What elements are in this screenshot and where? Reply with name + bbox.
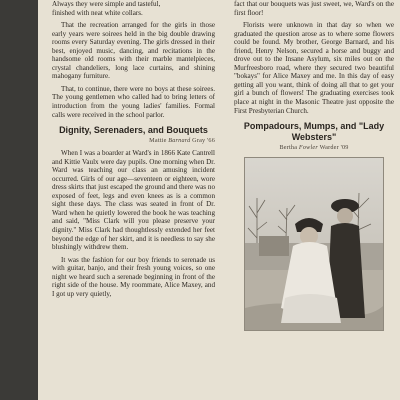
section-byline-warder [234, 144, 394, 152]
continued-text-line: Always they were simple and tasteful, [52, 0, 161, 8]
paragraph-soirees: That the recreation arranged for the girls in those early years were soirees held in the big double drawing rooms every Saturday evening. The girls dressed in their best, enjoyed music, dancing, and recitations in the handsome old rooms with their marble mantelpieces, crystal chandeliers, long lace curtains, and shining mahogany furniture. [52, 21, 215, 81]
byline-last-name: Warder '09 [319, 144, 349, 152]
paragraph-florists: Florists were unknown in that day so when we graduated the question arose as to where some flowers could be found. My brother, George Barnard, and his friend, Henry Nelson, secured a horse and buggy and drove out to the Insane Asylum, six miles out on the Murfreesboro road, where they secured two beautiful "bokays" for Alice Maxey and me. In this day of easy getting all you want, think of doing all that to get your girl a bunch of flowers! The graduating exercises took place at night in the Masonic Theatre just opposite the First Presbyterian Church. [234, 21, 394, 115]
byline-first-name: Bertha [279, 144, 298, 152]
left-column [52, 0, 215, 298]
vintage-photograph [244, 157, 384, 331]
byline-first-name: Mattie [149, 137, 167, 145]
section-byline-gray [52, 137, 215, 145]
paragraph-no-boys: That, to continue, there were no boys at these soirees. The young gentlemen who called had to bring letters of introduction from the young ladies' families. Formal calls were received in the school parlor. [52, 84, 215, 119]
byline-maiden-name: Fowler [298, 144, 318, 152]
byline-last-name: Gray '66 [192, 137, 215, 145]
photo-image [245, 158, 383, 330]
building-roof [259, 236, 289, 256]
paragraph-boarder-1866: When I was a boarder at Ward's in 1866 Kate Cantrell and Kittie Vaulx were day pupils. One morning when Dr. Ward was teaching our class an amusing incident occurred. Girls of our age—seventeen or eighteen, wore dress skirts that just escaped the ground and there was no exposed of feet, legs and even knees as is a common sight these days. The class was seated in front of Dr. Ward when he quietly lowered the book he was teaching and said, "Miss Clark will you please preserve your dignity." Miss Clark had thoughtlessly extended her feet beyond the edge of her skirt, and it is needless to say she blushingly withdrew them. [52, 149, 215, 252]
section-heading-pompadours [234, 121, 394, 143]
byline-maiden-name: Barnard [168, 137, 191, 145]
continued-text: fact that our bouquets was just sweet, we, Ward's on the first floor! [234, 0, 394, 17]
right-column [234, 0, 394, 331]
continued-text-line: finished with neat white collars. [52, 8, 143, 17]
book-page [38, 0, 400, 400]
paragraph-serenade: It was the fashion for our boy friends to serenade us with guitar, banjo, and their fresh young voices, so one night we heard such a serenade beginning in front of the right side of the house. My roommate, Alice Maxey, and I got up very quietly, [52, 255, 215, 298]
heading-line-2: Websters" [291, 132, 337, 143]
heading-line-1: Pompadours, Mumps, and "Lady [243, 121, 385, 132]
section-heading-dignity: Dignity, Serenaders, and Bouquets [59, 125, 208, 136]
